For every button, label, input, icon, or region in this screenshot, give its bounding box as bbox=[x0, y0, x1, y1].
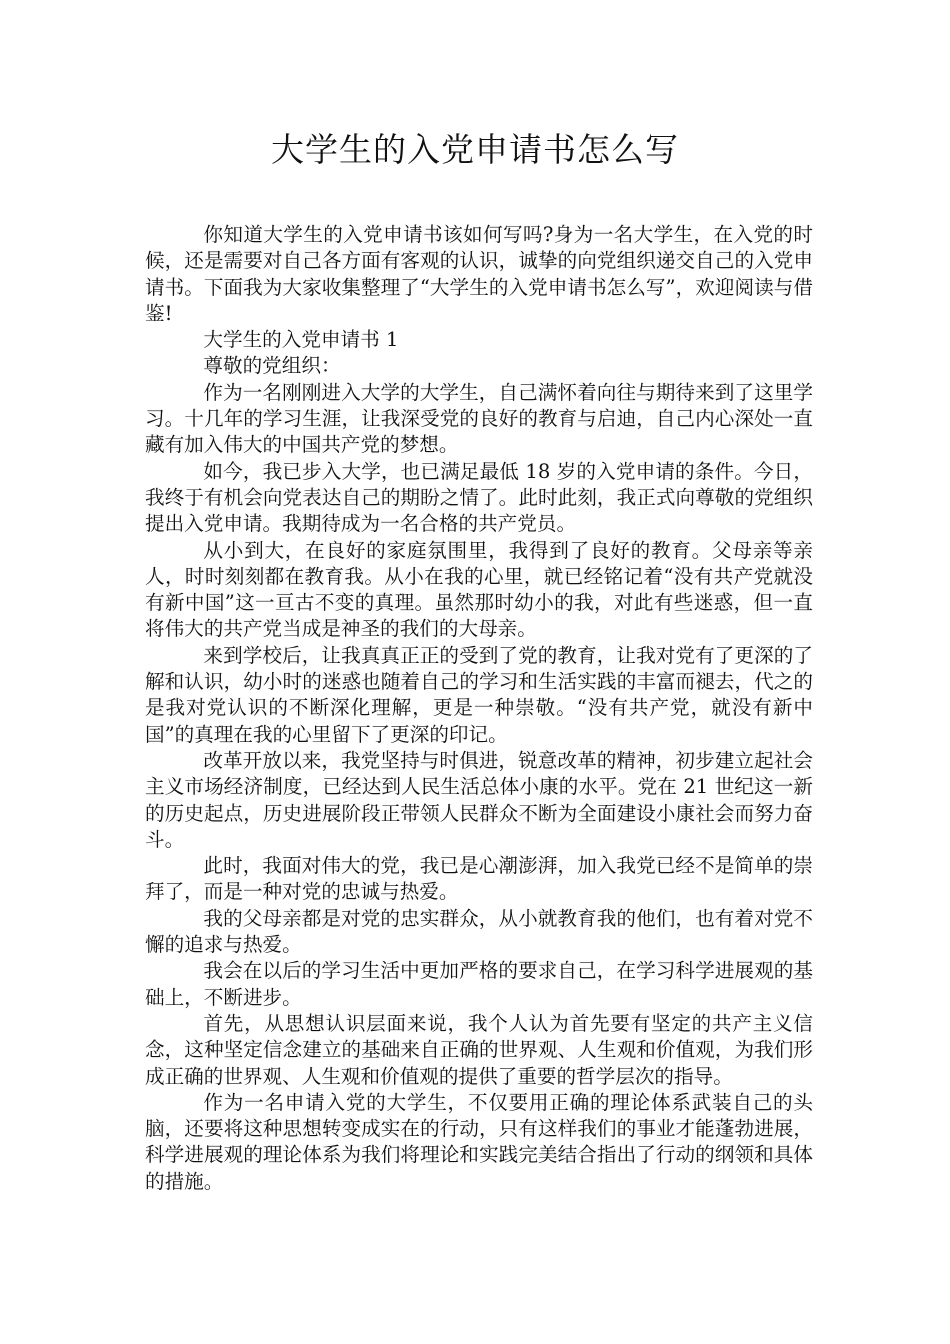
paragraph: 作为一名申请入党的大学生，不仅要用正确的理论体系武装自己的头脑，还要将这种思想转变成实在的行动，只有这样我们的事业才能蓬勃进展，科学进展观的理论体系为我们将理论和实践完美结合指出了行动的纲领和具体的措施。 bbox=[145, 1090, 813, 1193]
document-body bbox=[145, 222, 813, 1195]
paragraph: 来到学校后，让我真真正正的受到了党的教育，让我对党有了更深的了解和认识，幼小时的迷惑也随着自己的学习和生活实践的丰富而褪去，代之的是我对党认识的不断深化理解，更是一种崇敬。“没有共产党，就没有新中国”的真理在我的心里留下了更深的印记。 bbox=[145, 643, 813, 746]
paragraph: 我会在以后的学习生活中更加严格的要求自己，在学习科学进展观的基础上，不断进步。 bbox=[145, 959, 813, 1009]
section-heading: 大学生的入党申请书 1 bbox=[203, 328, 399, 352]
paragraph: 如今，我已步入大学，也已满足最低 18 岁的入党申请的条件。今日，我终于有机会向党表达自己的期盼之情了。此时此刻，我正式向尊敬的党组织提出入党申请。我期待成为一名合格的共产党员。 bbox=[145, 459, 813, 536]
paragraph: 改革开放以来，我党坚持与时俱进，锐意改革的精神，初步建立起社会主义市场经济制度，已经达到人民生活总体小康的水平。党在 21 世纪这一新的历史起点，历史进展阶段正带领人民群众不断为全面建设小康社会而努力奋斗。 bbox=[145, 748, 813, 851]
salutation: 尊敬的党组织： bbox=[203, 354, 341, 378]
paragraph: 我的父母亲都是对党的忠实群众，从小就教育我的他们，也有着对党不懈的追求与热爱。 bbox=[145, 906, 813, 957]
paragraph: 作为一名刚刚进入大学的大学生，自己满怀着向往与期待来到了这里学习。十几年的学习生涯，让我深受党的良好的教育与启迪，自己内心深处一直藏有加入伟大的中国共产党的梦想。 bbox=[145, 380, 813, 457]
paragraph: 首先，从思想认识层面来说，我个人认为首先要有坚定的共产主义信念，这种坚定信念建立的基础来自正确的世界观、人生观和价值观，为我们形成正确的世界观、人生观和价值观的提供了重要的哲学层次的指导。 bbox=[145, 1011, 813, 1088]
paragraph: 从小到大，在良好的家庭氛围里，我得到了良好的教育。父母亲等亲人，时时刻刻都在教育我。从小在我的心里，就已经铭记着“没有共产党就没有新中国”这一亘古不变的真理。虽然那时幼小的我，对此有些迷惑，但一直将伟大的共产党当成是神圣的我们的大母亲。 bbox=[145, 538, 813, 641]
paragraph-intro: 你知道大学生的入党申请书该如何写吗?身为一名大学生，在入党的时候，还是需要对自己各方面有客观的认识，诚挚的向党组织递交自己的入党申请书。下面我为大家收集整理了“大学生的入党申请书怎么写”，欢迎阅读与借鉴! bbox=[145, 223, 813, 325]
paragraph: 此时，我面对伟大的党，我已是心潮澎湃，加入我党已经不是简单的崇拜了，而是一种对党的忠诚与热爱。 bbox=[145, 854, 813, 904]
document-title: 大学生的入党申请书怎么写 bbox=[271, 130, 679, 169]
